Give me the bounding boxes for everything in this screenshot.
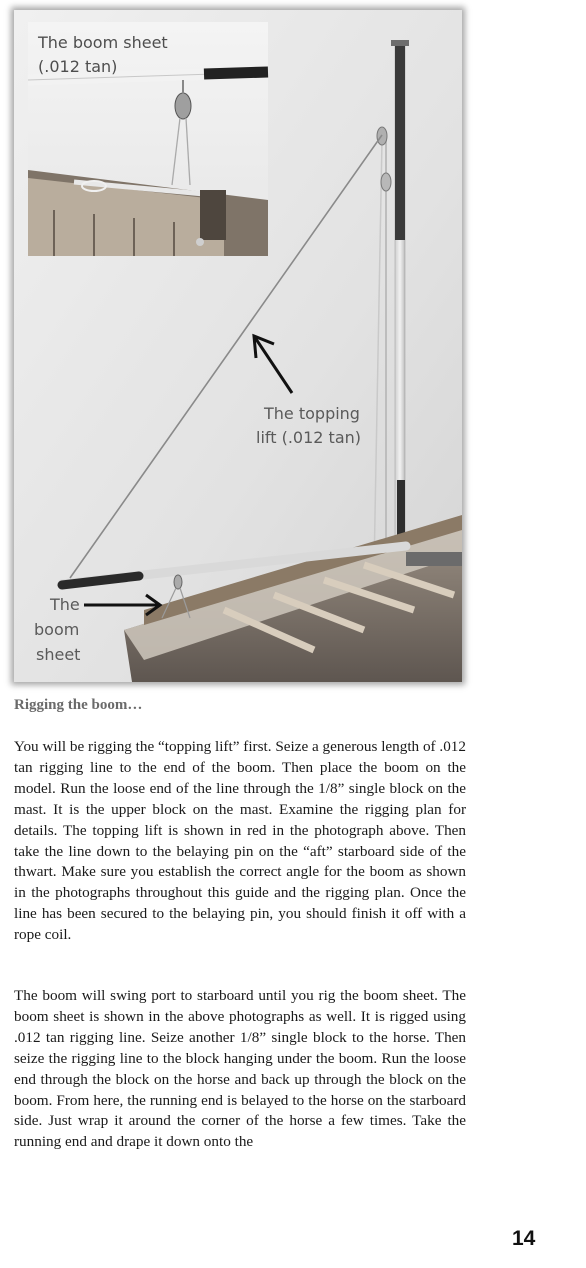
topping-lift-caption-line-1: The topping xyxy=(264,404,360,423)
rigging-photo-svg xyxy=(14,10,462,682)
section-heading: Rigging the boom… xyxy=(14,697,143,713)
boom-sheet-caption-line-1: The xyxy=(50,595,80,614)
mast-cap xyxy=(391,40,409,46)
inset-caption-line-2: (.012 tan) xyxy=(38,57,118,76)
boom-sheet-caption-line-2: boom xyxy=(34,620,80,639)
inset-caption-line-1: The boom sheet xyxy=(38,33,168,52)
paragraph-boom-sheet: The boom will swing port to starboard until you rig the boom sheet. The boom sheet is shown in the above photographs as well. It is rigged using .012 tan rigging line. Seize another 1/8” single block to the horse. Then seize the rigging line to the block hanging under the boom. Run the loose end through the block on the horse and back up through the block on the boom. From here, the running end is belayed to the horse on the starboard side. Just wrap it around the corner of the horse a few times. Take the running end and drape it down onto the xyxy=(14,987,466,1151)
topping-lift-caption-line-2: lift (.012 tan) xyxy=(256,428,362,447)
mast-top-dark xyxy=(395,45,405,240)
paragraph-topping-lift: You will be rigging the “topping lift” first. Seize a generous length of .012 tan rigging line to the end of the boom. Then place the boom on the model. Run the loose end of the line through the 1/8” single block on the mast. It is the upper block on the mast. Examine the rigging plan for details. The topping lift is shown in red in the photograph above. Then take the line down to the belaying pin on the “aft” starboard side of the thwart. Make sure you establish the correct angle for the boom as shown in the photographs throughout this guide and the rigging plan. Once the line has been secured to the belaying pin, you should finish it off with a rope coil. xyxy=(14,738,466,944)
boom-sheet-caption-line-3: sheet xyxy=(36,645,81,664)
page-number: 14 xyxy=(512,1227,536,1250)
rigging-photo xyxy=(14,10,462,682)
